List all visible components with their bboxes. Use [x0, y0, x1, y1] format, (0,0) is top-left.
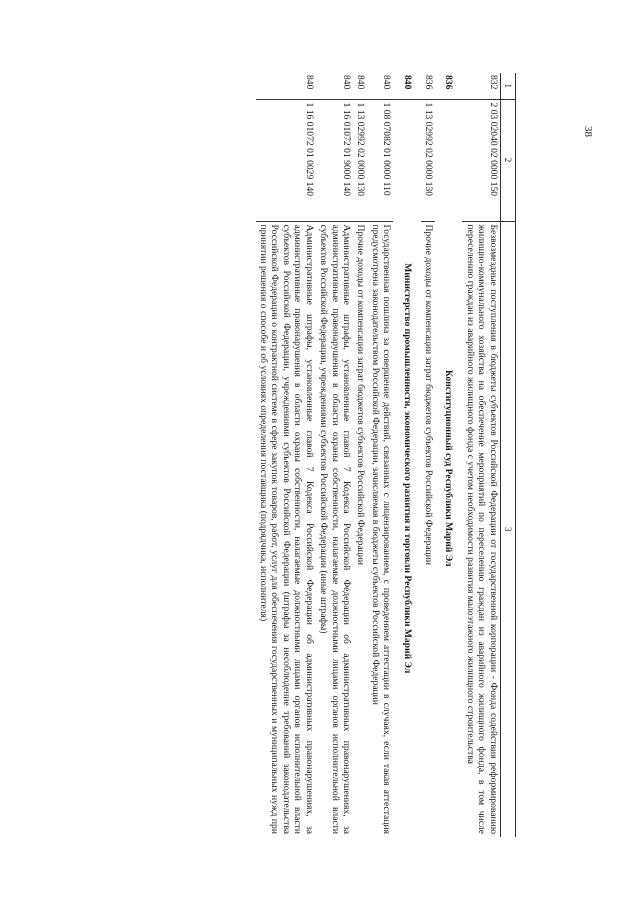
- revenue-code: 1 16 01072 01 0029 140: [256, 99, 316, 221]
- section-heading-row: [393, 73, 420, 837]
- admin-code: 832: [462, 73, 500, 99]
- revenue-code: 1 16 01072 01 9000 140: [316, 99, 353, 221]
- table-header-row: [500, 73, 515, 837]
- table-row: [462, 73, 500, 837]
- revenue-code: 2 03 02040 02 0000 150: [462, 99, 500, 221]
- table-row: [256, 73, 316, 837]
- rotated-page-content: [116, 73, 516, 837]
- section-heading: Министерство промышленности, экономического развития и торговли Республики Марий Эл: [401, 263, 413, 674]
- admin-code: 840: [316, 73, 353, 99]
- revenue-code: 1 08 07082 01 0000 110: [367, 99, 393, 221]
- page-number: 38: [582, 126, 594, 137]
- admin-code: 840: [256, 73, 316, 99]
- revenue-description: Прочие доходы от компенсации затрат бюджетов субъектов Российской Федерации: [355, 224, 367, 566]
- table-row: [316, 73, 353, 837]
- header-col-3: 3: [500, 221, 515, 837]
- header-col-2: 2: [500, 99, 515, 221]
- admin-code: 840: [393, 73, 420, 99]
- header-col-1: 1: [500, 73, 515, 99]
- table-row: [353, 73, 367, 837]
- admin-code: 836: [435, 73, 462, 99]
- revenue-description: Безвозмездные поступления в бюджеты субъектов Российской Федерации от государственной корпорации - Фонда содействия реформированию жилищно-коммунального хозяйства на обеспечение мероприятий по переселению граждан из аварийного жилищного фонда, в том числе переселению граждан из аварийного жилищного фонда с учетом необходимости развития малоэтажного жилищного строительства: [464, 224, 499, 834]
- revenue-description: Государственная пошлина за совершение действий, связанных с лицензированием, с проведением аттестации в случаях, если такая аттестация предусмотрена законодательством Российской Федерации, зачисляемая в бюджеты субъектов Российской Федерации: [369, 224, 393, 834]
- revenue-description: Административные штрафы, установленные главой 7 Кодекса Российской Федерации об административных правонарушениях, за административные правонарушения в области охраны собственности, налагаемые должностными лицами органов исполнительной власти субъектов Российской Федерации, учреждениями субъектов Российской Федерации (иные штрафы): [318, 224, 352, 834]
- admin-code: 840: [367, 73, 393, 99]
- section-heading: Конституционный суд Республики Марий Эл: [443, 370, 455, 567]
- section-heading-row: [435, 73, 462, 837]
- revenue-description: Административные штрафы, установленные главой 7 Кодекса Российской Федерации об административных правонарушениях, за административные правонарушения в области охраны собственности, налагаемые должностными лицами органов исполнительной власти субъектов Российской Федерации, учреждениями субъектов Российской Федерации (штрафы за несоблюдение требований законодательства Российской Федерации о контрактной системе в сфере закупок товаров, работ, услуг для обеспечения государственных и муниципальных нужд при принятии решения о способе и об условиях определения поставщика (подрядчика, исполнителя): [258, 224, 315, 834]
- admin-code: 840: [353, 73, 367, 99]
- admin-code: 836: [421, 73, 435, 99]
- table-row: [367, 73, 393, 837]
- revenue-description: Прочие доходы от компенсации затрат бюджетов субъектов Российской Федерации: [422, 224, 434, 566]
- revenue-code: 1 13 02992 02 0000 130: [353, 99, 367, 221]
- revenue-codes-table: [256, 73, 516, 837]
- revenue-code: 1 13 02992 02 0000 130: [421, 99, 435, 221]
- table-row: [421, 73, 435, 837]
